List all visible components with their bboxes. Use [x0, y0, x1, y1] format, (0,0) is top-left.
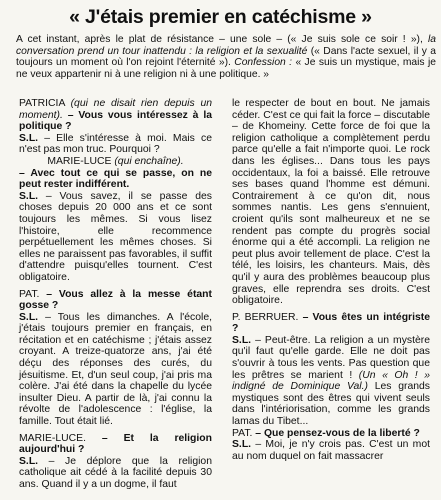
answer-paragraph: [19, 133, 212, 156]
intro-text-3: « Je suis un mystique, mais je ne veux appartenir ni à une religion ni à une politique. »: [16, 57, 436, 80]
text-column-right: [232, 98, 430, 462]
answer-text: – Peut-être. La religion a un mystère qu'il faut qu'elle garde. Elle ne doit pas s'ouvrir à tous les vents. Pas question que les prêtres se marient !: [232, 334, 430, 381]
text-column-left: [19, 98, 212, 491]
answer-continuation: le respecter de bout en bout. Ne jamais céder. C'est ce qui fait la force – discutable – de Khomeiny. Cette force de foi que la religion catholique a complètement perdu parce qu'elle a fait n'importe quoi. Le rock dans les églises... Dans tous les pays occidentaux, la foi a baissé. Elle retrouve ses bases quand l'homme est démuni. Contrairement à ce qu'on dit, nous sommes nantis. Les gens s'ennuient, croient qu'ils sont malheureux et ne se rendent pas compte du progrès social énorme qui a été accompli. La religion ne peut plus avoir tellement de place. C'est la télé, les loisirs, les chanteurs. Mais, dès qu'il y aura des problèmes beaucoup plus graves, elle reprendra ses droits. C'est obligatoire.: [232, 98, 430, 307]
speaker-initials: S.L.: [19, 190, 39, 202]
intro-italic: la conversation prend un tour inattendu : la religion et la sexualité: [16, 34, 436, 57]
question-paragraph: [19, 98, 212, 133]
question-paragraph: [19, 289, 212, 312]
intro-confession-label: Confession :: [234, 57, 293, 69]
answer-paragraph: [19, 312, 212, 428]
answer-text: – Je déplore que la religion catholique ait cédé à la facilité depuis 30 ans. Quand il y a un dogme, il faut: [19, 455, 212, 490]
answer-paragraph: [19, 191, 212, 284]
speaker-name: PAT.: [232, 427, 253, 439]
question-text: – Vous vous intéressez à la politique ?: [19, 109, 212, 133]
question-text: – Vous êtes un intégriste ?: [232, 311, 431, 335]
speaker-initials: S.L.: [19, 455, 39, 467]
speaker-aside: (qui enchaîne).: [114, 155, 184, 167]
speaker-name: PAT.: [19, 288, 40, 300]
answer-text: – Tous les dimanches. A l'école, j'étais toujours premier en français, en récitation et en catéchisme ; j'étais assez croyant. A treize-quatorze ans, j'ai été déçu des réponses des curés, du jésuitisme. Et, d'un seul coup, j'ai pris ma colère. J'ai été dans la chapelle du lycée insulter Dieu. A partir de là, j'ai connu la révolte de l'adolescence : l'église, la famille. Tout était lié.: [19, 311, 212, 428]
question-paragraph: [232, 312, 430, 335]
intro-paragraph: [16, 34, 436, 80]
answer-paragraph: [232, 439, 430, 462]
speaker-initials: S.L.: [232, 334, 252, 346]
speaker-initials: S.L.: [19, 132, 39, 144]
page-title: « J'étais premier en catéchisme »: [69, 6, 372, 28]
answer-paragraph: [232, 335, 430, 428]
intro-text: A cet instant, après le plat de résistance – une sole – (« Je suis sole ce soir ! »),: [16, 34, 428, 45]
speaker-initials: S.L.: [232, 439, 252, 451]
answer-text-2: Les grands mystiques sont des êtres qui vivent seuls dans l'intériorisation, comme les grands lamas du Tibet...: [232, 381, 430, 428]
question-paragraph: [232, 428, 430, 440]
question-text: – Avec tout ce qui se passe, on ne peut rester indifférent.: [19, 167, 212, 191]
speaker-aside: (qui ne disait rien depuis un moment).: [19, 98, 213, 121]
speaker-name: MARIE-LUCE.: [19, 432, 86, 444]
question-text: – Que pensez-vous de la liberté ?: [252, 427, 420, 439]
question-text: – Vous allez à la messe étant gosse ?: [19, 288, 212, 312]
speaker-name: MARIE-LUCE: [47, 155, 112, 167]
speaker-name: PATRICIA: [19, 98, 65, 109]
answer-italic-aside: (Un « Oh ! » indigné de Dominique Val.): [232, 369, 430, 393]
intro-text-2: (« Dans l'acte sexuel, il y a toujours un moment où l'on rejoint l'éternité »).: [16, 45, 436, 69]
answer-text: – Elle s'intéresse à moi. Mais ce n'est pas mon truc. Pourquoi ?: [19, 132, 212, 156]
question-paragraph: [19, 433, 212, 456]
speaker-name: P. BERRUER.: [232, 311, 299, 323]
answer-text: – Vous savez, il se passe des choses depuis 20 000 ans et ce sont toujours les mêmes. Si vous lisez l'histoire, elle recommence perpétuellement les mêmes choses. Si elles ne paraissent pas favorables, il suffit d'attendre puisqu'elles tournent. C'est obligatoire.: [19, 190, 212, 283]
answer-paragraph: [19, 456, 212, 491]
speaker-initials: S.L.: [19, 311, 39, 323]
question-paragraph: [19, 156, 212, 168]
question-paragraph: [19, 168, 212, 191]
question-text: – Et la religion aujourd'hui ?: [19, 432, 212, 456]
answer-text: – Moi, je n'y crois pas. C'est un mot au nom duquel on fait massacrer: [232, 439, 430, 462]
